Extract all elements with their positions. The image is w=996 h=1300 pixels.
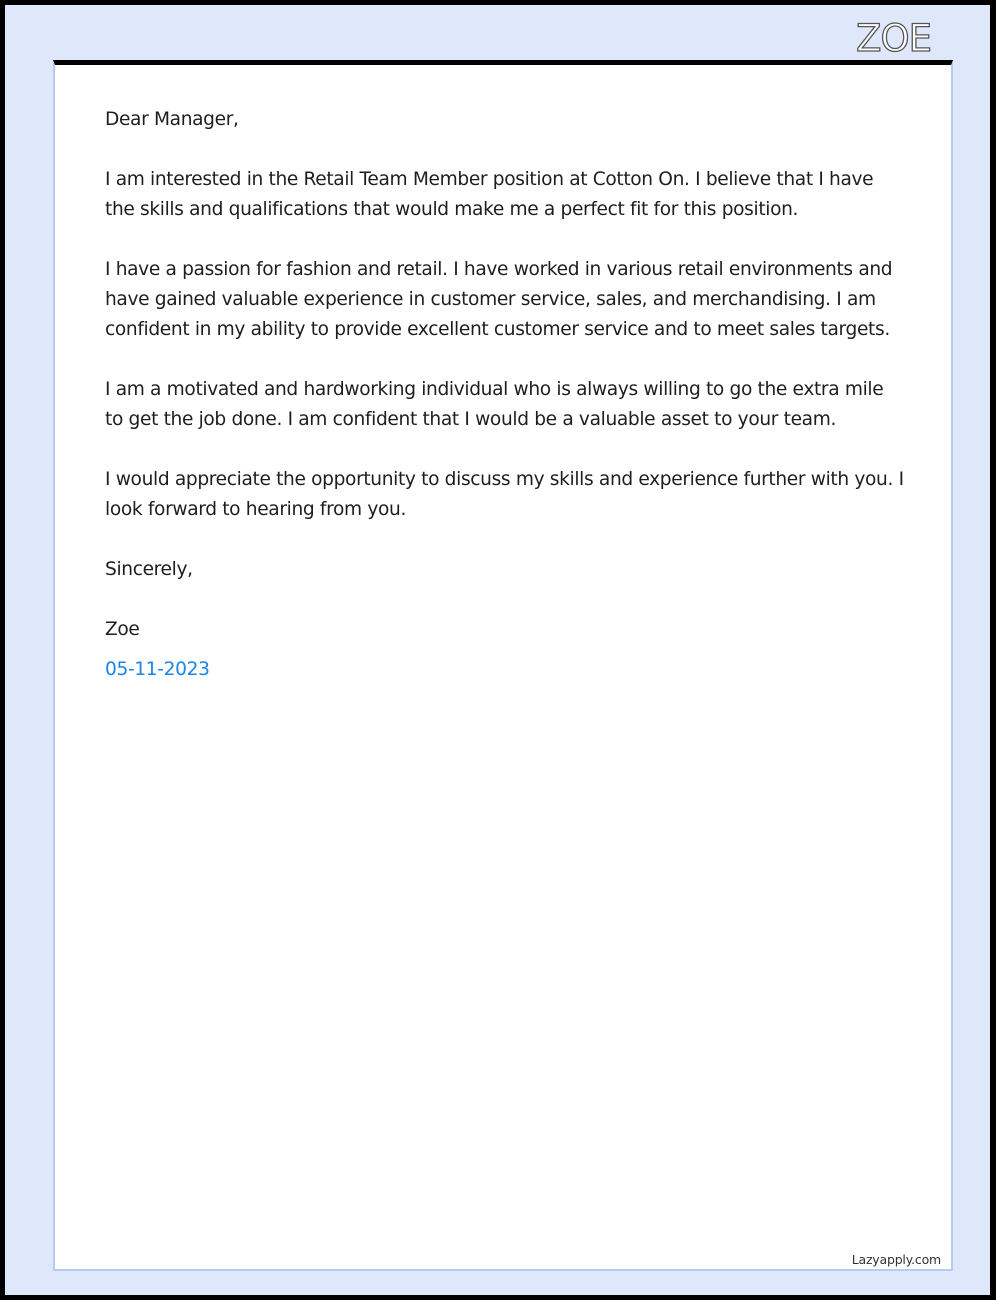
paragraph-2: I have a passion for fashion and retail. I have worked in various retail environments and have gained valuable experience in customer service, sales, and merchandising. I am confident in my ability to provide excellent customer service and to meet sales targets. <box>105 259 893 340</box>
paragraph-3: I am a motivated and hardworking individual who is always willing to go the extra mile to get the job done. I am confident that I would be a valuable asset to your team. <box>105 379 884 430</box>
letter-paper <box>53 60 953 1271</box>
page-background <box>5 5 990 1295</box>
letter-date: 05-11-2023 <box>105 659 210 680</box>
paragraph-1: I am interested in the Retail Team Member position at Cotton On. I believe that I have the skills and qualifications that would make me a perfect fit for this position. <box>105 169 874 220</box>
salutation: Dear Manager, <box>105 109 239 130</box>
signature-name: Zoe <box>105 619 140 640</box>
closing: Sincerely, <box>105 559 193 580</box>
watermark: Lazyapply.com <box>851 1252 941 1267</box>
paragraph-4: I would appreciate the opportunity to discuss my skills and experience further with you. I look forward to hearing from you. <box>105 469 904 520</box>
letter-body <box>105 105 905 685</box>
name-logo: ZOE <box>856 17 931 60</box>
